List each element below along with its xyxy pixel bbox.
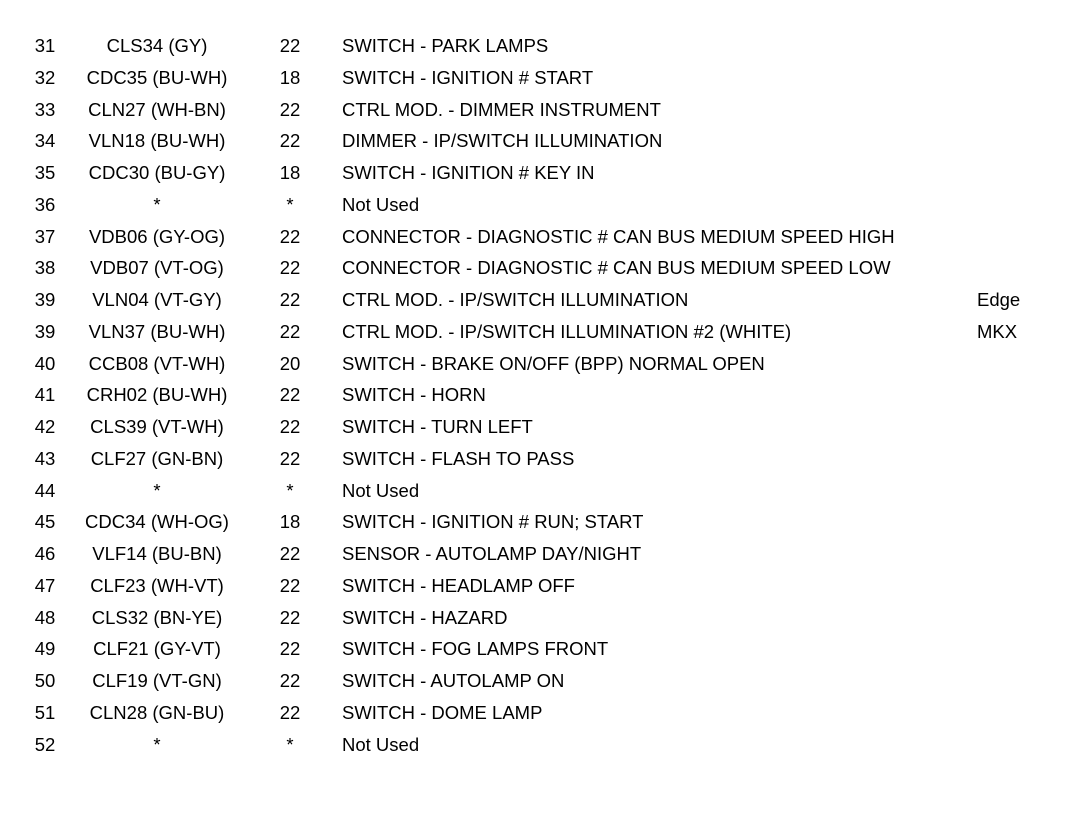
wire-gauge: 18: [279, 66, 301, 88]
wire-gauge: 22: [279, 320, 301, 342]
table-row: [0, 411, 1072, 443]
pin-number: 46: [34, 543, 56, 564]
table-row: [0, 506, 1072, 538]
pin-number: 50: [34, 670, 56, 691]
wire-gauge: 22: [279, 98, 301, 120]
table-row: [0, 602, 1072, 634]
circuit-description: CTRL MOD. - DIMMER INSTRUMENT: [342, 98, 661, 120]
wire-gauge: 22: [279, 638, 301, 660]
pin-number: 36: [34, 193, 56, 215]
circuit-code: CLN28 (GN-BU): [89, 701, 225, 723]
table-row: [0, 633, 1072, 665]
circuit-description: Not Used: [342, 193, 420, 215]
circuit-code: CDC30 (BU-GY): [88, 162, 226, 183]
circuit-code: CDC34 (WH-OG): [85, 511, 229, 533]
circuit-description: CTRL MOD. - IP/SWITCH ILLUMINATION: [342, 289, 689, 310]
wire-gauge: 22: [279, 225, 301, 247]
circuit-code: *: [153, 479, 161, 501]
circuit-description: SWITCH - BRAKE ON/OFF (BPP) NORMAL OPEN: [342, 352, 765, 374]
pin-number: 45: [34, 511, 56, 533]
wire-gauge: 22: [279, 670, 301, 691]
circuit-description: DIMMER - IP/SWITCH ILLUMINATION: [342, 130, 663, 152]
wire-gauge: 22: [279, 574, 301, 596]
circuit-description: SWITCH - IGNITION # KEY IN: [342, 162, 595, 183]
pinout-table: [0, 30, 1072, 760]
circuit-description: CTRL MOD. - IP/SWITCH ILLUMINATION #2 (WHITE): [342, 320, 792, 342]
circuit-code: CLS39 (VT-WH): [90, 416, 224, 437]
variant-note: Edge: [977, 289, 1021, 310]
wire-gauge: 18: [279, 162, 301, 183]
wire-gauge: 22: [279, 606, 301, 628]
circuit-code: VDB07 (VT-OG): [90, 257, 224, 279]
circuit-code: CLF23 (WH-VT): [90, 574, 224, 596]
pin-number: 40: [34, 352, 56, 374]
pin-number: 51: [34, 701, 56, 723]
pin-number: 35: [34, 162, 56, 183]
wire-gauge: 22: [279, 289, 301, 310]
table-row: [0, 379, 1072, 411]
circuit-code: CLF27 (GN-BN): [90, 447, 224, 469]
table-row: [0, 221, 1072, 253]
circuit-description: SWITCH - IGNITION # RUN; START: [342, 511, 644, 533]
table-row: [0, 157, 1072, 189]
table-row: [0, 284, 1072, 316]
pin-number: 39: [34, 289, 56, 310]
circuit-description: SWITCH - AUTOLAMP ON: [342, 670, 565, 691]
circuit-description: Not Used: [342, 479, 420, 501]
circuit-code: CLF19 (VT-GN): [92, 670, 222, 691]
circuit-description: CONNECTOR - DIAGNOSTIC # CAN BUS MEDIUM SPEED HIGH: [342, 225, 895, 247]
pin-number: 32: [34, 66, 56, 88]
wire-gauge: 22: [279, 35, 301, 56]
wire-gauge: 22: [279, 416, 301, 437]
circuit-description: SWITCH - HORN: [342, 384, 486, 406]
table-row: [0, 348, 1072, 380]
table-row: [0, 30, 1072, 62]
pin-number: 52: [34, 733, 56, 755]
wire-gauge: 22: [279, 257, 301, 279]
circuit-description: CONNECTOR - DIAGNOSTIC # CAN BUS MEDIUM SPEED LOW: [342, 257, 891, 279]
pin-number: 44: [34, 479, 56, 501]
pin-number: 31: [34, 35, 56, 56]
table-row: [0, 475, 1072, 507]
circuit-code: CDC35 (BU-WH): [86, 66, 228, 88]
pin-number: 33: [34, 98, 56, 120]
pin-number: 34: [34, 130, 56, 152]
circuit-code: CLN27 (WH-BN): [88, 98, 226, 120]
circuit-description: SWITCH - HAZARD: [342, 606, 508, 628]
circuit-description: Not Used: [342, 733, 420, 755]
circuit-description: SWITCH - IGNITION # START: [342, 66, 594, 88]
pin-number: 41: [34, 384, 56, 406]
table-row: [0, 570, 1072, 602]
table-row: [0, 697, 1072, 729]
circuit-code: CLS32 (BN-YE): [91, 606, 223, 628]
pin-number: 42: [34, 416, 56, 437]
pin-number: 37: [34, 225, 56, 247]
circuit-description: SWITCH - FOG LAMPS FRONT: [342, 638, 609, 660]
table-row: [0, 189, 1072, 221]
pin-number: 39: [34, 320, 56, 342]
circuit-code: VLN18 (BU-WH): [88, 130, 226, 152]
table-row: [0, 94, 1072, 126]
circuit-code: VLF14 (BU-BN): [92, 543, 222, 564]
circuit-description: SWITCH - PARK LAMPS: [342, 35, 549, 56]
table-row: [0, 538, 1072, 570]
wire-gauge: 22: [279, 130, 301, 152]
circuit-code: CLS34 (GY): [106, 35, 208, 56]
variant-note: MKX: [977, 320, 1018, 342]
wire-gauge: 22: [279, 543, 301, 564]
wire-gauge: 22: [279, 447, 301, 469]
pin-number: 43: [34, 447, 56, 469]
circuit-code: *: [153, 193, 161, 215]
circuit-description: SWITCH - HEADLAMP OFF: [342, 574, 575, 596]
circuit-code: VLN37 (BU-WH): [88, 320, 226, 342]
wire-gauge: *: [286, 479, 294, 501]
wire-gauge: *: [286, 193, 294, 215]
circuit-description: SWITCH - FLASH TO PASS: [342, 447, 575, 469]
table-row: [0, 125, 1072, 157]
circuit-code: *: [153, 733, 161, 755]
pin-number: 47: [34, 574, 56, 596]
pin-number: 49: [34, 638, 56, 660]
circuit-description: SWITCH - DOME LAMP: [342, 701, 543, 723]
wire-gauge: *: [286, 733, 294, 755]
table-row: [0, 316, 1072, 348]
table-row: [0, 443, 1072, 475]
circuit-code: CCB08 (VT-WH): [88, 352, 226, 374]
table-row: [0, 252, 1072, 284]
circuit-code: VDB06 (GY-OG): [88, 225, 226, 247]
circuit-code: CRH02 (BU-WH): [86, 384, 228, 406]
circuit-code: CLF21 (GY-VT): [93, 638, 221, 660]
circuit-description: SWITCH - TURN LEFT: [342, 416, 533, 437]
wire-gauge: 20: [279, 352, 301, 374]
pin-number: 38: [34, 257, 56, 279]
wire-gauge: 18: [279, 511, 301, 533]
circuit-description: SENSOR - AUTOLAMP DAY/NIGHT: [342, 543, 642, 564]
wire-gauge: 22: [279, 384, 301, 406]
table-row: [0, 665, 1072, 697]
table-row: [0, 62, 1072, 94]
table-row: [0, 729, 1072, 761]
pin-number: 48: [34, 606, 56, 628]
circuit-code: VLN04 (VT-GY): [92, 289, 222, 310]
wire-gauge: 22: [279, 701, 301, 723]
